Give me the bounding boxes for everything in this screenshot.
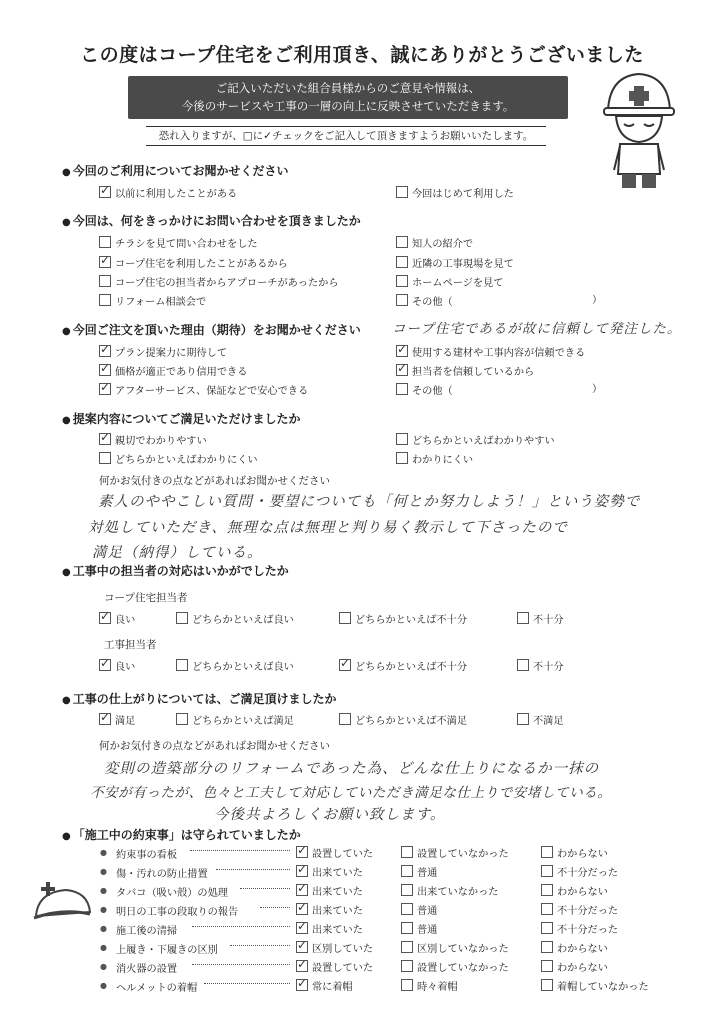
q4-comment-line: 対処していただき、無理な点は無理と判り易く教示して下さったので [88, 520, 568, 536]
q3-handwritten-answer: コープ住宅であるが故に信頼して発注した。 [392, 321, 682, 337]
leader-dots [192, 926, 290, 927]
q3-option[interactable]: ✓ 使用する建材や工事内容が信頼できる [396, 345, 585, 361]
checkbox-checked[interactable] [296, 979, 308, 991]
q6-option[interactable]: 不満足 [517, 713, 564, 729]
q1-option[interactable]: 今回はじめて利用した [396, 186, 514, 202]
q7-option[interactable]: ✓ 設置していた [296, 960, 373, 976]
checkbox[interactable] [541, 865, 553, 877]
checkbox[interactable] [339, 713, 351, 725]
checkbox-checked[interactable] [296, 922, 308, 934]
checkbox[interactable] [99, 452, 111, 464]
table-row [100, 884, 680, 903]
q7-option[interactable]: 時々着帽 [401, 979, 458, 995]
q7-option[interactable]: 出来ていなかった [401, 884, 499, 900]
q6-option[interactable]: どちらかといえば不満足 [339, 713, 467, 729]
checkbox[interactable] [541, 884, 553, 896]
q7-option[interactable]: 普通 [401, 903, 437, 919]
q2-option[interactable]: リフォーム相談会で [99, 294, 206, 310]
checkbox-checked[interactable] [296, 846, 308, 858]
q7-option[interactable]: わからない [541, 941, 608, 957]
promise-item: 消火器の設置 [116, 964, 178, 975]
promise-table [100, 846, 680, 998]
checkbox-checked[interactable] [99, 256, 111, 268]
q4-option[interactable]: ✓親切でわかりやすい [99, 433, 207, 449]
checkbox-checked[interactable] [296, 960, 308, 972]
q7-option[interactable]: 設置していなかった [401, 846, 509, 862]
checkbox[interactable] [401, 846, 413, 858]
checkbox-checked[interactable] [99, 713, 111, 725]
q6-comment-line: 不安が有ったが、色々と工夫して対応していただき満足な仕上りで安堵している。 [90, 785, 612, 801]
bullet-icon: ● [100, 981, 107, 990]
q5-option[interactable]: どちらかといえば良い [176, 659, 294, 675]
q6-option[interactable]: ✓満足 [99, 713, 135, 729]
q4-comment-label: 何かお気付きの点などがあればお聞かせください [99, 475, 330, 487]
checkbox[interactable] [517, 713, 529, 725]
q7-option[interactable]: ✓ 区別していた [296, 941, 373, 957]
checkbox-checked[interactable] [99, 345, 111, 357]
leader-dots [190, 850, 290, 851]
q4-option[interactable]: わかりにくい [396, 452, 473, 468]
checkbox[interactable] [517, 659, 529, 671]
checkbox[interactable] [396, 256, 408, 268]
checkbox[interactable] [99, 236, 111, 248]
q3-option[interactable]: ✓プラン提案力に期待して [99, 345, 227, 361]
checkbox-checked[interactable] [99, 186, 111, 198]
checkbox[interactable] [176, 612, 188, 624]
leader-dots [230, 945, 290, 946]
leader-dots [260, 907, 290, 908]
q4-comment-line: 満足（納得）している。 [92, 545, 263, 561]
q5-option[interactable]: どちらかといえば不十分 [339, 612, 467, 628]
checkbox-checked[interactable] [296, 941, 308, 953]
q5-option[interactable]: ✓ どちらかといえば不十分 [339, 659, 467, 675]
leader-dots [192, 964, 290, 965]
checkbox[interactable] [396, 236, 408, 248]
checkbox-checked[interactable] [296, 865, 308, 877]
checkbox-checked[interactable] [339, 659, 351, 671]
checkbox[interactable] [396, 452, 408, 464]
q5-option[interactable]: 不十分 [517, 612, 564, 628]
checkbox-checked[interactable] [99, 433, 111, 445]
q7-option[interactable]: 着帽していなかった [541, 979, 649, 995]
promise-item: タバコ（吸い殻）の処理 [116, 888, 228, 899]
checkbox-checked[interactable] [99, 659, 111, 671]
q4-heading: ● 提案内容についてご満足いただけましたか [62, 412, 301, 426]
checkbox[interactable] [99, 275, 111, 287]
q2-option[interactable]: コープ住宅の担当者からアプローチがあったから [99, 275, 339, 291]
leader-dots [216, 869, 290, 870]
q7-option[interactable]: 不十分だった [541, 865, 618, 881]
checkbox[interactable] [176, 713, 188, 725]
q7-option[interactable]: わからない [541, 846, 608, 862]
checkbox[interactable] [401, 884, 413, 896]
q7-heading: ● 「施工中の約束事」は守られていましたか [62, 828, 301, 842]
checkbox-checked[interactable] [99, 364, 111, 376]
q7-option[interactable]: 不十分だった [541, 922, 618, 938]
table-row [100, 960, 680, 979]
q7-option[interactable]: ✓ 出来ていた [296, 922, 363, 938]
bullet-icon: ● [100, 848, 107, 857]
q5-group-label: コープ住宅担当者 [104, 592, 188, 604]
checkbox[interactable] [401, 941, 413, 953]
leader-dots [204, 983, 290, 984]
bullet-icon: ● [100, 924, 107, 933]
promise-item: 傷・汚れの防止措置 [116, 869, 208, 880]
checkbox-checked[interactable] [296, 903, 308, 915]
q4-option[interactable]: どちらかといえばわかりやすい [396, 433, 555, 449]
page-title: この度はコープ住宅をご利用頂き、誠にありがとうございました [80, 44, 644, 66]
table-row [100, 846, 680, 865]
leader-dots [240, 888, 290, 889]
q5-heading: ● 工事中の担当者の対応はいかがでしたか [62, 564, 289, 578]
checkbox[interactable] [541, 846, 553, 858]
checkbox-checked[interactable] [396, 364, 408, 376]
q7-option[interactable]: ✓ 常に着帽 [296, 979, 353, 995]
checkbox-checked[interactable] [396, 345, 408, 357]
checkbox-checked[interactable] [99, 612, 111, 624]
q5-option[interactable]: どちらかといえば良い [176, 612, 294, 628]
checkbox[interactable] [401, 960, 413, 972]
promise-item: 施工後の清掃 [116, 926, 178, 937]
q7-option[interactable]: ✓ 出来ていた [296, 884, 363, 900]
q3-option-other[interactable]: その他（ [396, 383, 453, 399]
q7-option[interactable]: 不十分だった [541, 903, 618, 919]
q2-option[interactable]: ホームページを見て [396, 275, 503, 291]
bullet-icon: ● [100, 867, 107, 876]
promise-item: 上履き・下履きの区別 [116, 945, 218, 956]
checkbox-checked[interactable] [99, 383, 111, 395]
bullet-icon: ● [100, 962, 107, 971]
promise-item: 約束事の看板 [116, 850, 178, 861]
q6-comment-label: 何かお気付きの点などがあればお聞かせください [99, 740, 330, 752]
checkbox[interactable] [99, 294, 111, 306]
checkbox[interactable] [401, 903, 413, 915]
q1-option[interactable]: ✓以前に利用したことがある [99, 186, 237, 202]
promise-item: ヘルメットの着帽 [116, 983, 198, 994]
checkbox[interactable] [396, 433, 408, 445]
q5-option[interactable]: 不十分 [517, 659, 564, 675]
checkbox[interactable] [541, 979, 553, 991]
q7-option[interactable]: ✓ 出来ていた [296, 865, 363, 881]
banner-line-1: ご記入いただいた組合員様からのご意見や情報は、 [215, 81, 481, 95]
bullet-icon: ● [100, 886, 107, 895]
q7-option[interactable]: わからない [541, 960, 608, 976]
banner-line-2: 今後のサービスや工事の一層の向上に反映させていただきます。 [181, 99, 515, 113]
checkbox[interactable] [396, 294, 408, 306]
q2-option-other[interactable]: その他（ [396, 294, 453, 310]
table-row [100, 979, 680, 998]
checkbox[interactable] [339, 612, 351, 624]
checkbox[interactable] [517, 612, 529, 624]
q1-heading: ● 今回のご利用についてお聞かせください [62, 164, 289, 178]
q6-comment-line: 変則の造築部分のリフォームであった為、どんな仕上りになるか一抹の [104, 761, 600, 777]
table-row [100, 922, 680, 941]
q7-option[interactable]: 区別していなかった [401, 941, 509, 957]
q7-option[interactable]: 普通 [401, 922, 437, 938]
q6-heading: ● 工事の仕上がりについては、ご満足頂けましたか [62, 692, 337, 706]
checkbox[interactable] [176, 659, 188, 671]
table-row [100, 941, 680, 960]
q6-comment-line: 今後共よろしくお願い致します。 [214, 807, 446, 823]
helmet-icon [32, 878, 92, 924]
checkbox[interactable] [541, 903, 553, 915]
q4-comment-line: 素人のややこしい質問・要望についても「何とか努力しよう！」という姿勢で [98, 494, 641, 510]
promise-item: 明日の工事の段取りの報告 [116, 907, 239, 918]
q3-heading: ● 今回ご注文を頂いた理由（期待）をお聞かせください [62, 323, 361, 337]
instruction-notice: 恐れ入りますが、□に✓チェックをご記入して頂きますようお願いいたします。 [146, 126, 546, 146]
q7-option[interactable]: 設置していなかった [401, 960, 509, 976]
q2-heading: ● 今回は、何をきっかけにお問い合わせを頂きましたか [62, 214, 361, 228]
table-row [100, 865, 680, 884]
q6-option[interactable]: どちらかといえば満足 [176, 713, 294, 729]
checkbox-checked[interactable] [296, 884, 308, 896]
q3-option[interactable]: ✓アフターサービス、保証などで安心できる [99, 383, 308, 399]
q7-option[interactable]: わからない [541, 884, 608, 900]
bowing-worker-illustration [600, 66, 678, 194]
q5-option[interactable]: ✓良い [99, 612, 135, 628]
q3-other-close: ） [592, 384, 603, 395]
checkbox[interactable] [401, 865, 413, 877]
q3-option[interactable]: ✓価格が適正であり信用できる [99, 364, 247, 380]
q4-option[interactable]: どちらかといえばわかりにくい [99, 452, 258, 468]
checkbox[interactable] [541, 960, 553, 972]
q7-option[interactable]: 普通 [401, 865, 437, 881]
checkbox[interactable] [401, 979, 413, 991]
checkbox[interactable] [401, 922, 413, 934]
q7-option[interactable]: ✓ 設置していた [296, 846, 373, 862]
bullet-icon: ● [100, 943, 107, 952]
checkbox[interactable] [396, 186, 408, 198]
q7-option[interactable]: ✓ 出来ていた [296, 903, 363, 919]
q2-option[interactable]: 知人の紹介で [396, 236, 473, 252]
q2-option[interactable]: チラシを見て問い合わせをした [99, 236, 258, 252]
q2-option[interactable]: ✓コープ住宅を利用したことがあるから [99, 256, 288, 272]
info-banner [128, 76, 568, 119]
checkbox[interactable] [541, 922, 553, 934]
q5-group-label: 工事担当者 [104, 639, 157, 651]
checkbox[interactable] [541, 941, 553, 953]
bullet-icon: ● [100, 905, 107, 914]
table-row [100, 903, 680, 922]
q2-option[interactable]: 近隣の工事現場を見て [396, 256, 514, 272]
q3-option[interactable]: ✓ 担当者を信頼しているから [396, 364, 534, 380]
q5-option[interactable]: ✓良い [99, 659, 135, 675]
checkbox[interactable] [396, 383, 408, 395]
q2-other-close: ） [592, 295, 603, 306]
checkbox[interactable] [396, 275, 408, 287]
